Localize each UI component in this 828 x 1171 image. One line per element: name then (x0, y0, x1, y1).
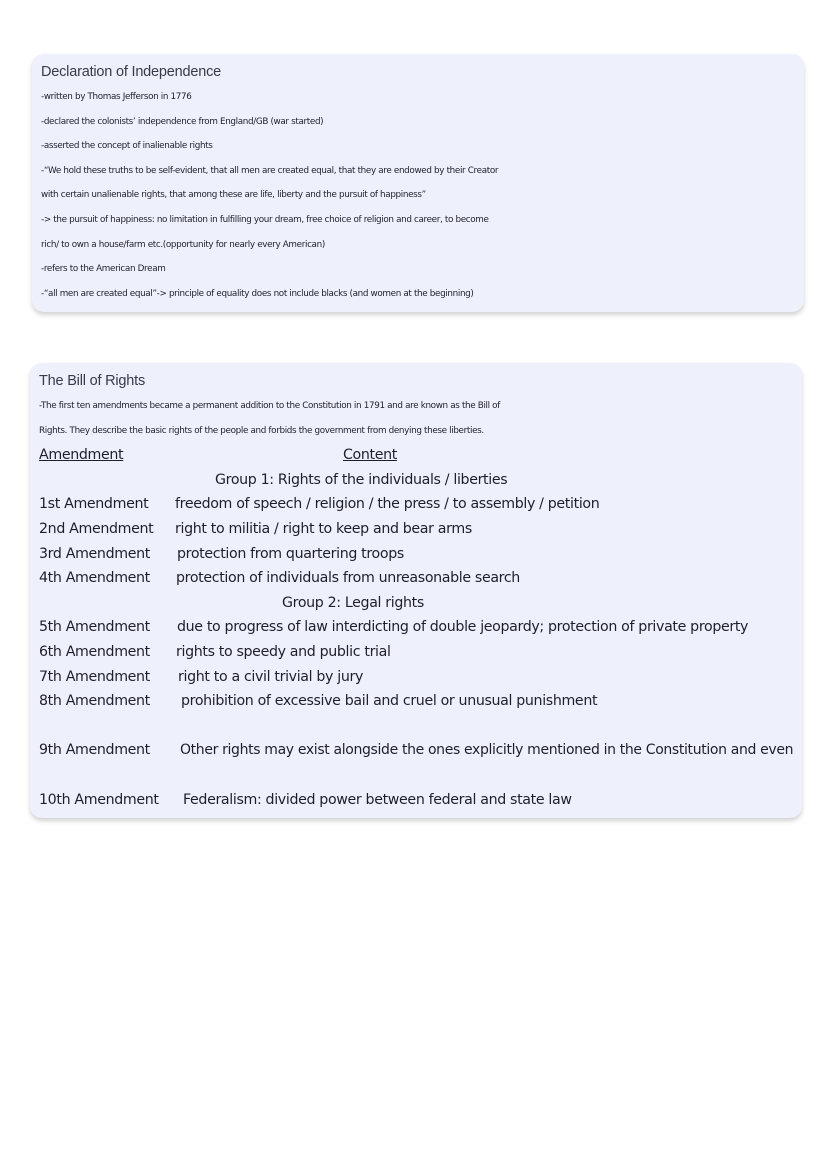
content-column-header: Content (343, 447, 397, 464)
declaration-line: -> the pursuit of happiness: no limitation in fulfilling your dream, free choice of religion and career, to become (41, 214, 489, 225)
declaration-line: -asserted the concept of inalienable rights (41, 141, 213, 152)
amendment-content: freedom of speech / religion / the press / to assembly / petition (175, 496, 600, 513)
amendment-content: right to militia / right to keep and bear arms (175, 520, 472, 537)
amendment-content: due to progress of law interdicting of double jeopardy; protection of private property (177, 619, 749, 636)
declaration-card (32, 54, 804, 312)
declaration-line: -written by Thomas Jefferson in 1776 (41, 92, 192, 102)
amendment-name: 7th Amendment (39, 668, 150, 685)
amendment-table-header (39, 443, 794, 468)
table-row (39, 689, 794, 714)
amendment-content: rights to speedy and public trial (176, 643, 391, 660)
amendment-content: right to a civil trivial by jury (178, 668, 364, 685)
amendment-name: 2nd Amendment (39, 520, 154, 537)
amendment-name: 5th Amendment (39, 619, 150, 636)
row-spacer (39, 714, 794, 739)
group-1-heading-row (39, 468, 794, 493)
declaration-title: Declaration of Independence (41, 64, 222, 80)
declaration-line: -“all men are created equal”-> principle of equality does not include blacks (and women at the beginning) (41, 288, 474, 299)
table-row (39, 640, 794, 665)
amendment-name: 9th Amendment (39, 742, 150, 759)
declaration-line: rich/ to own a house/farm etc.(opportunity for nearly every American) (41, 239, 325, 250)
amendment-content: protection of individuals from unreasonable search (176, 570, 520, 587)
amendment-name: 8th Amendment (39, 693, 150, 710)
amendment-content: prohibition of excessive bail and cruel or unusual punishment (181, 693, 598, 710)
row-spacer (39, 763, 794, 788)
amendment-content: protection from quartering troops (177, 545, 404, 562)
table-row (39, 566, 794, 591)
amendment-content: Federalism: divided power between federal and state law (183, 791, 572, 808)
group-2-heading-row (39, 591, 794, 616)
table-row (39, 665, 794, 690)
amendment-name: 4th Amendment (39, 570, 150, 587)
amendment-name: 10th Amendment (39, 791, 159, 808)
bill-of-rights-title: The Bill of Rights (39, 373, 145, 389)
declaration-line: -declared the colonists’ independence from England/GB (war started) (41, 116, 324, 127)
table-row (39, 492, 794, 517)
bill-of-rights-intro-line: -The first ten amendments became a permanent addition to the Constitution in 1791 and are known as the Bill of (39, 401, 500, 411)
bill-of-rights-intro-line: Rights. They describe the basic rights of the people and forbids the government from denying these liberties. (39, 425, 484, 436)
table-row (39, 517, 794, 542)
declaration-line: -“We hold these truths to be self-evident, that all men are created equal, that they are endowed by their Creator (41, 165, 499, 176)
declaration-line: with certain unalienable rights, that among these are life, liberty and the pursuit of happiness” (41, 190, 426, 201)
amendment-content: Other rights may exist alongside the ones explicitly mentioned in the Constitution and even (180, 742, 794, 759)
table-row (39, 542, 794, 567)
declaration-line: -refers to the American Dream (41, 264, 166, 275)
amendment-name: 6th Amendment (39, 643, 150, 660)
group-2-heading: Group 2: Legal rights (282, 594, 424, 611)
group-1-heading: Group 1: Rights of the individuals / liberties (215, 471, 508, 488)
table-row (39, 788, 794, 813)
table-row (39, 738, 794, 763)
amendment-name: 1st Amendment (39, 496, 149, 513)
bill-of-rights-card (30, 363, 802, 818)
amendment-name: 3rd Amendment (39, 545, 150, 562)
amendment-column-header: Amendment (39, 447, 124, 464)
table-row (39, 615, 794, 640)
